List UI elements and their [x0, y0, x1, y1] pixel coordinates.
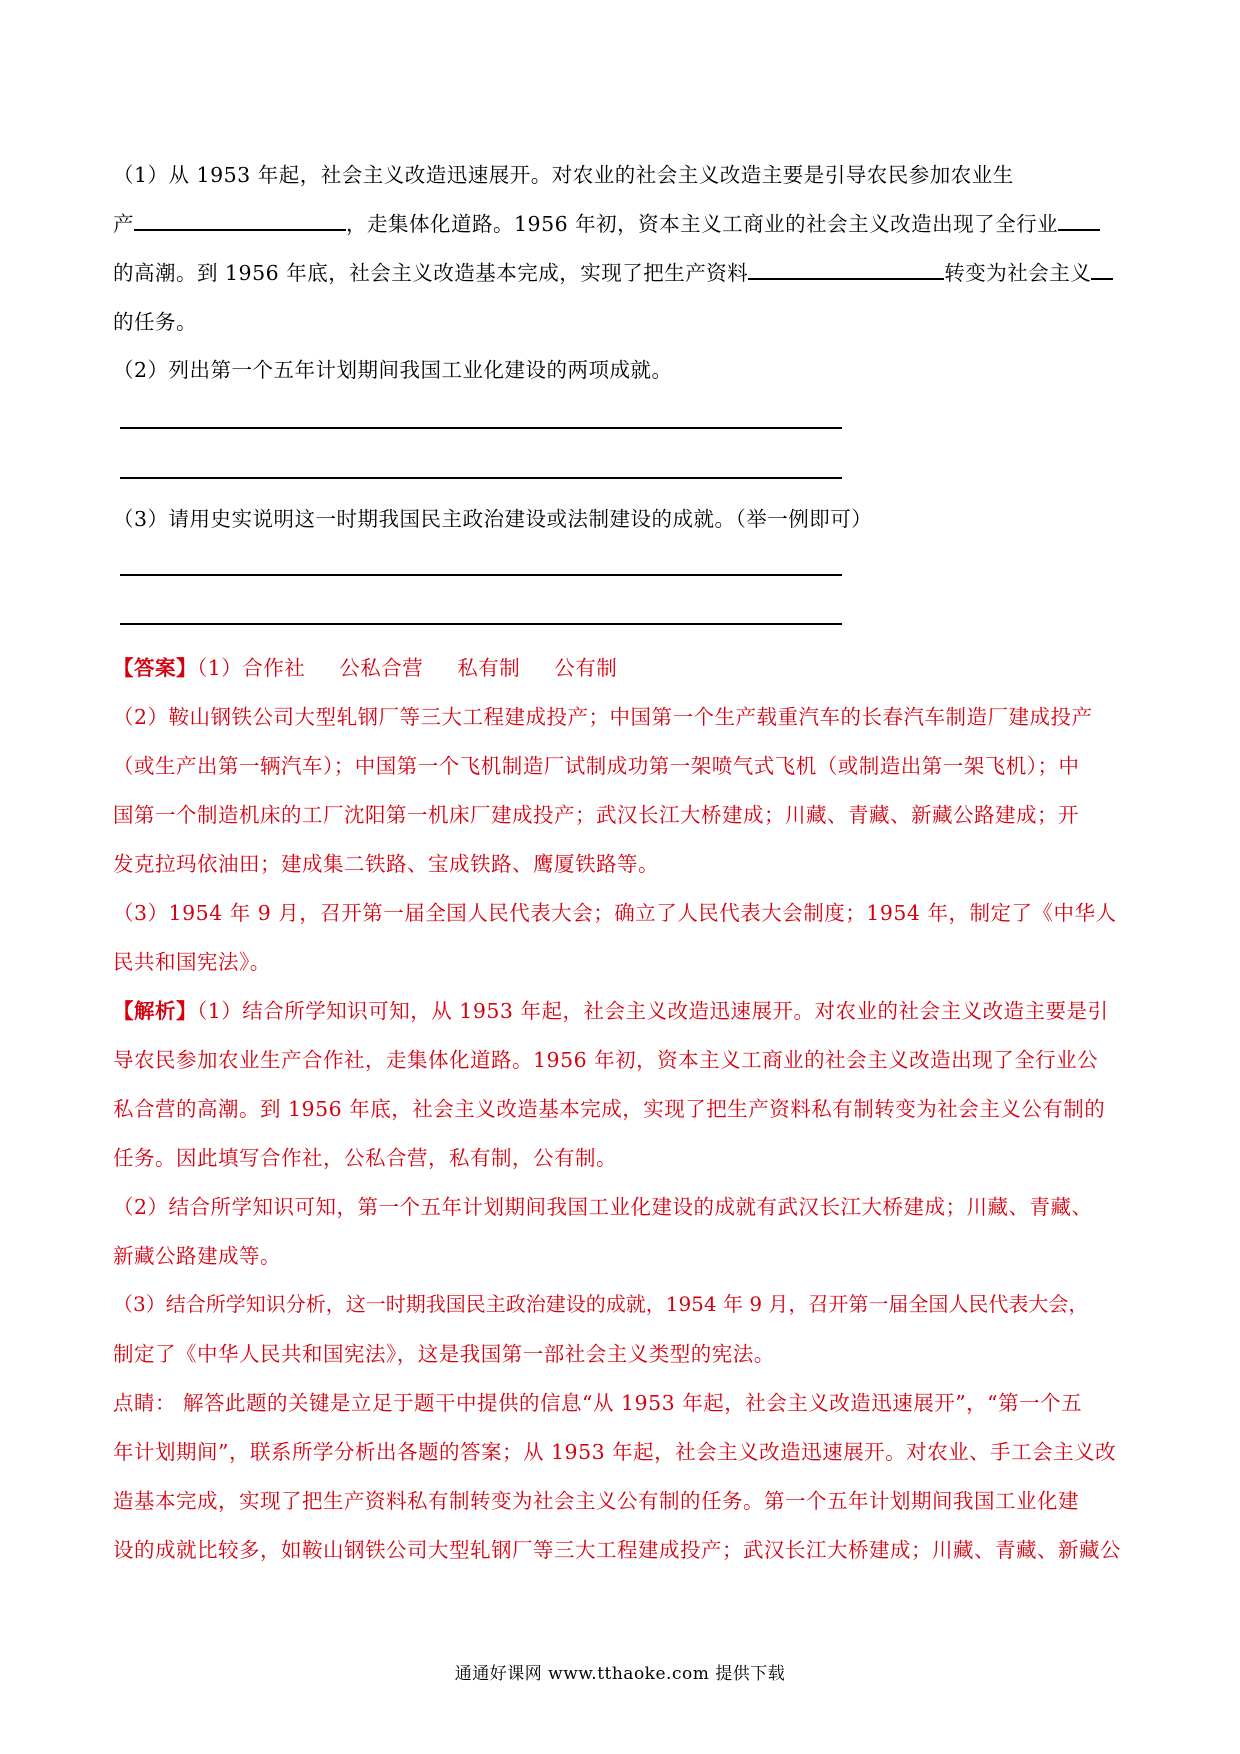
tips-line: 年计划期间”，联系所学分析出各题的答案；从 1953 年起，社会主义改造迅速展开。对农业、手工会主义改: [113, 1440, 1117, 1464]
question-2: （2）列出第一个五年计划期间我国工业化建设的两项成就。: [113, 358, 673, 382]
tips-line: 点睛： 解答此题的关键是立足于题干中提供的信息“从 1953 年起，社会主义改造迅速展开”，“第一个五: [113, 1391, 1083, 1415]
analysis-1-line: 导农民参加农业生产合作社，走集体化道路。1956 年初，资本主义工商业的社会主义改造出现了全行业公: [113, 1048, 1099, 1072]
answer-3-line: 民共和国宪法》。: [113, 950, 271, 974]
analysis-line-1: [113, 994, 1133, 1024]
answer-line: [120, 427, 842, 429]
answer-2-line: 发克拉玛依油田；建成集二铁路、宝成铁路、鹰厦铁路等。: [113, 852, 659, 876]
tips-line: 造基本完成，实现了把生产资料私有制转变为社会主义公有制的任务。第一个五年计划期间我国工业化建: [113, 1489, 1079, 1513]
fill-blank-3: [748, 260, 944, 280]
page-footer: 通通好课网 www.tthaoke.com 提供下载: [454, 1664, 786, 1684]
tips-line: 设的成就比较多，如鞍山钢铁公司大型轧钢厂等三大工程建成投产；武汉长江大桥建成；川藏、青藏、新藏公: [113, 1538, 1121, 1562]
analysis-2-line: 新藏公路建成等。: [113, 1244, 281, 1268]
answer-2-line: （或生产出第一辆汽车）；中国第一个飞机制造厂试制成功第一架喷气式飞机（或制造出第一架飞机）；中: [113, 754, 1080, 778]
answer-2-line: 国第一个制造机床的工厂沈阳第一机床厂建成投产；武汉长江大桥建成；川藏、青藏、新藏公路建成；开: [113, 803, 1079, 827]
fill-blank-4: [1091, 260, 1113, 280]
fill-blank-1: [134, 211, 346, 231]
answer-item: 私有制: [457, 656, 521, 680]
question-1-text: 产: [113, 212, 134, 236]
fill-blank-2: [1058, 211, 1100, 231]
answer-line: [120, 574, 842, 576]
analysis-1-line: 私合营的高潮。到 1956 年底，社会主义改造基本完成，实现了把生产资料私有制转变为社会主义公有制的: [113, 1097, 1106, 1121]
answer-line-1: [113, 651, 1133, 681]
analysis-tag: 【解析】: [113, 999, 197, 1023]
question-3: （3）请用史实说明这一时期我国民主政治建设或法制建设的成就。（举一例即可）: [113, 507, 873, 531]
answer-item: 公私合营: [339, 656, 424, 680]
answer-tag: 【答案】: [113, 656, 197, 680]
analysis-text: （1）结合所学知识可知，从 1953 年起，社会主义改造迅速展开。对农业的社会主义改造主要是引: [197, 999, 1109, 1023]
analysis-3-line: （3）结合所学知识分析，这一时期我国民主政治建设的成就，1954 年 9 月，召开第一届全国人民代表大会，: [113, 1292, 1089, 1316]
question-1-line-2: [113, 207, 1133, 237]
answer-line: [120, 477, 842, 479]
question-1-line-4: 的任务。: [113, 310, 197, 334]
answer-line: [120, 623, 842, 625]
analysis-2-line: （2）结合所学知识可知，第一个五年计划期间我国工业化建设的成就有武汉长江大桥建成；川藏、青藏、: [113, 1195, 1093, 1219]
answer-2-line: （2）鞍山钢铁公司大型轧钢厂等三大工程建成投产；中国第一个生产载重汽车的长春汽车制造厂建成投产: [113, 705, 1093, 729]
question-1-line-3: [113, 256, 1133, 286]
analysis-3-line: 制定了《中华人民共和国宪法》，这是我国第一部社会主义类型的宪法。: [113, 1342, 775, 1366]
answer-item: 公有制: [554, 656, 618, 680]
question-1-text: ，走集体化道路。1956 年初，资本主义工商业的社会主义改造出现了全行业: [346, 212, 1059, 236]
question-1-text: 转变为社会主义: [944, 261, 1092, 285]
analysis-1-line: 任务。因此填写合作社，公私合营，私有制，公有制。: [113, 1146, 617, 1170]
answer-3-line: （3）1954 年 9 月，召开第一届全国人民代表大会；确立了人民代表大会制度；1954 年，制定了《中华人: [113, 901, 1117, 925]
answer-item: （1）合作社: [197, 656, 306, 680]
question-1-text: 的高潮。到 1956 年底，社会主义改造基本完成，实现了把生产资料: [113, 261, 749, 285]
question-1-line-1: （1）从 1953 年起，社会主义改造迅速展开。对农业的社会主义改造主要是引导农民参加农业生: [113, 163, 1014, 187]
